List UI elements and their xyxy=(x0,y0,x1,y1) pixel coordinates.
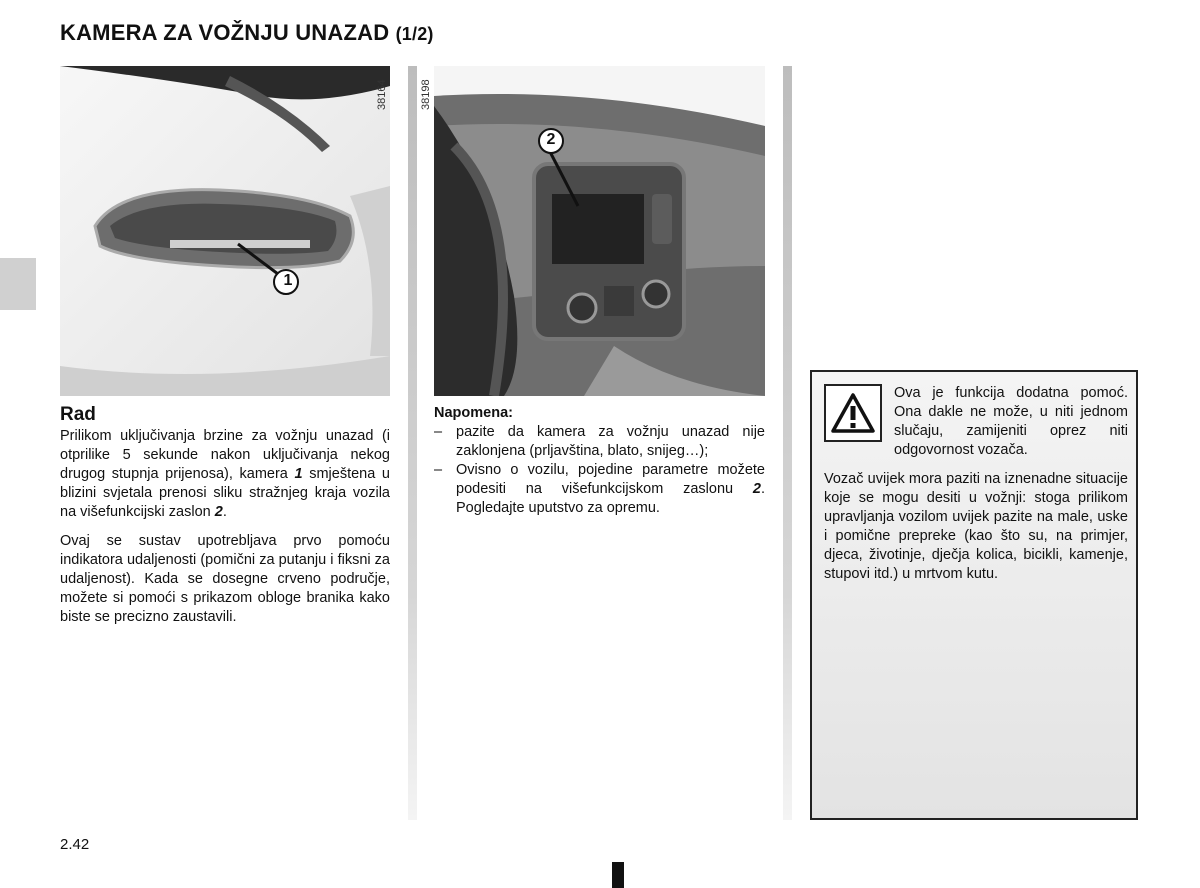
callout-1: 1 xyxy=(283,272,293,289)
rear-camera-photo xyxy=(60,66,390,396)
column-divider-right xyxy=(783,66,792,820)
note-section xyxy=(434,404,765,518)
operation-paragraph-2: Ovaj se sustav upotrebljava prvo pomoću indikatora udaljenosti (pomični za putanju i fiksni za udaljenost). Kada se dosegne crveno područje, možete si pomoći s prikazom obloge branika kako biste se precizno zaustavili. xyxy=(60,533,390,625)
page-title xyxy=(60,20,434,46)
warning-triangle-icon xyxy=(824,384,882,442)
page-number: 2.42 xyxy=(60,836,90,853)
operation-paragraph-1: Prilikom uključivanja brzine za vožnju unazad (i otprilike 5 sekunde nakon uključivanja nekog drugog stupnja prijenosa), kamera 1 smještena u blizini svjetala prenosi sliku stražnjeg kraja vozila na višefunkcijski zaslon 2. xyxy=(60,428,390,520)
dashboard-screen-photo xyxy=(434,66,765,396)
note-label: Napomena: xyxy=(434,405,513,421)
warning-text: Vozač uvijek mora paziti na iznenadne situacije koje se mogu desiti u vožnji: stoga prilikom upravljanja vozilom uvijek pazite na male, uske i pomične prepreke (kao što su, na primjer, djeca, životinje, dječja kolica, bicikli, kamenje, stupovi itd.) u mrtvom kutu. xyxy=(824,471,1128,582)
middle-photo-code: 38198 xyxy=(420,79,432,110)
warning-intro: Ova je funkcija dodatna pomoć. Ona dakle ne može, u niti jednom slučaju, zamijeniti oprez niti odgovornost vozača. xyxy=(894,385,1128,458)
list-item: – Ovisno o vozilu, pojedine parametre možete podesiti na višefunkcijskom zaslonu 2. Pogledajte uputstvo za opremu. xyxy=(434,462,765,516)
operation-section xyxy=(60,404,390,637)
title-main: KAMERA ZA VOŽNJU UNAZAD xyxy=(60,20,390,45)
list-item: – pazite da kamera za vožnju unazad nije zaklonjena (prljavština, blato, snijeg…); xyxy=(434,424,765,459)
chapter-tab xyxy=(0,258,36,310)
page-edge-mark xyxy=(612,862,624,888)
title-part: (1/2) xyxy=(395,24,434,44)
warning-box xyxy=(810,370,1138,820)
column-divider-left xyxy=(408,66,417,820)
callout-2: 2 xyxy=(546,131,556,148)
left-photo-code: 38164 xyxy=(376,79,388,110)
section-heading: Rad xyxy=(60,404,96,425)
